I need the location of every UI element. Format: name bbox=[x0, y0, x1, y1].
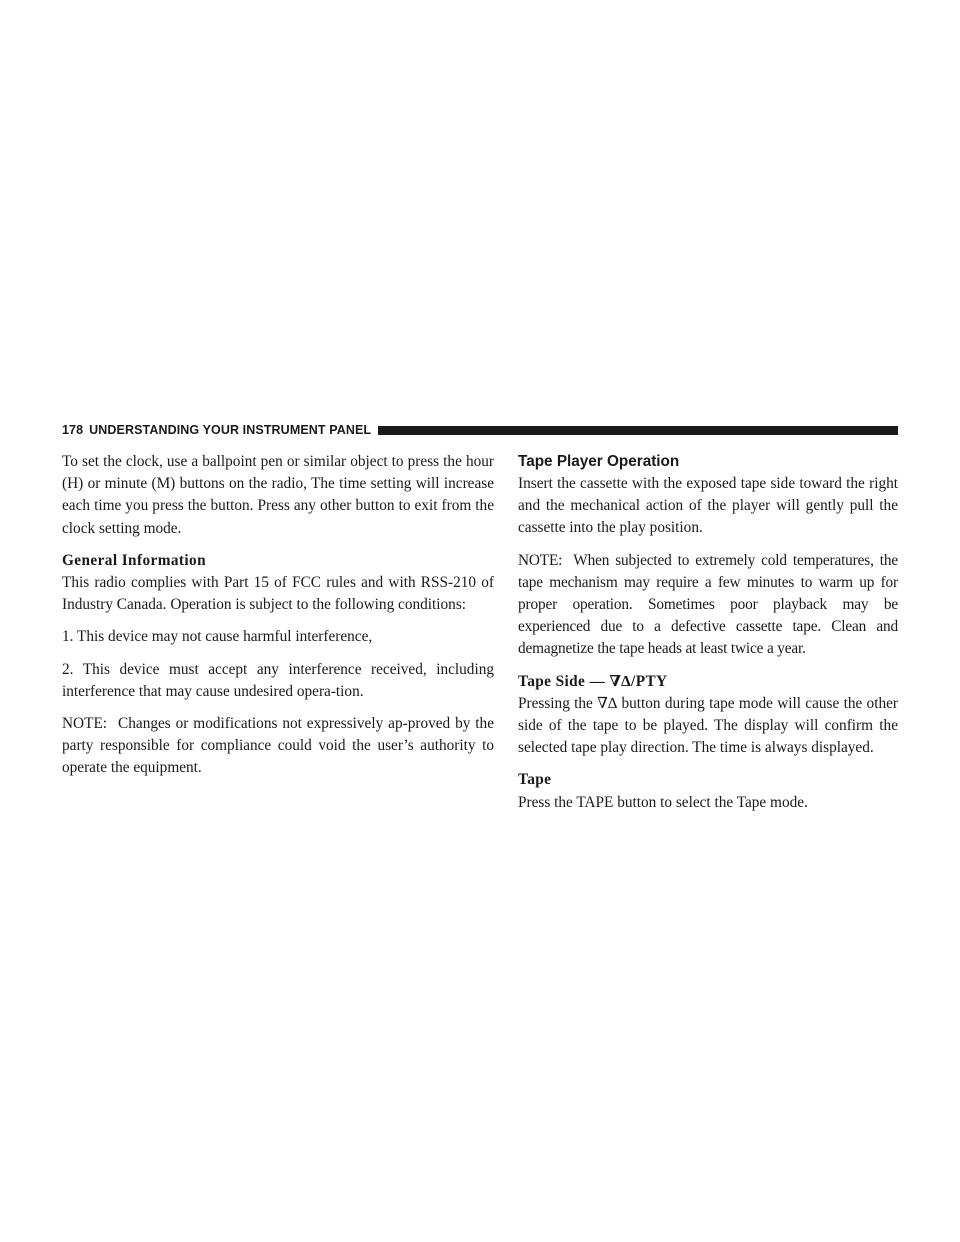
header-rule bbox=[378, 426, 898, 435]
right-column bbox=[518, 451, 898, 814]
page-number: 178 bbox=[62, 423, 84, 437]
tape-heading: Tape bbox=[518, 771, 552, 789]
condition-1: 1. This device may not cause harmful interference, bbox=[62, 628, 373, 646]
tape-player-heading: Tape Player Operation bbox=[518, 453, 680, 470]
condition-2: 2. This device must accept any interference received, including interference that may cause undesired opera-tion. bbox=[62, 660, 494, 700]
general-info-paragraph: This radio complies with Part 15 of FCC rules and with RSS-210 of Industry Canada. Operation is subject to the following conditions: bbox=[62, 574, 494, 614]
tape-player-paragraph: Insert the cassette with the exposed tape side toward the right and the mechanical action of the player will gently pull the cassette into the play position. bbox=[518, 475, 898, 537]
tape-side-heading: Tape Side — ∇∆/PTY bbox=[518, 672, 668, 690]
note-label: NOTE: bbox=[62, 715, 108, 733]
note-paragraph bbox=[62, 713, 494, 780]
left-column bbox=[62, 451, 494, 790]
section-title-header: UNDERSTANDING YOUR INSTRUMENT PANEL bbox=[89, 423, 372, 437]
tape-note-paragraph bbox=[518, 550, 898, 661]
page-header bbox=[62, 423, 898, 437]
note-label: NOTE: bbox=[518, 551, 563, 569]
header-label bbox=[62, 423, 371, 437]
general-info-heading: General Information bbox=[62, 551, 206, 569]
tape-side-paragraph: Pressing the ∇∆ button during tape mode will cause the other side of the tape to be played. The display will confirm the selected tape play direction. The time is always displayed. bbox=[518, 694, 898, 757]
note-text: Changes or modifications not expressively ap-proved by the party responsible for compliance could void the user’s authority to operate the equipment. bbox=[62, 715, 494, 777]
clock-paragraph: To set the clock, use a ballpoint pen or similar object to press the hour (H) or minute (M) buttons on the radio, The time setting will increase each time you press the button. Press any other button to exit from the clock setting mode. bbox=[62, 453, 494, 537]
note-text: When subjected to extremely cold temperatures, the tape mechanism may require a few minutes to warm up for proper operation. Sometimes poor playback may be experienced due to a defective cassette tape. Clean and demagnetize the tape heads at least twice a year. bbox=[518, 551, 898, 658]
tape-paragraph: Press the TAPE button to select the Tape mode. bbox=[518, 793, 808, 811]
